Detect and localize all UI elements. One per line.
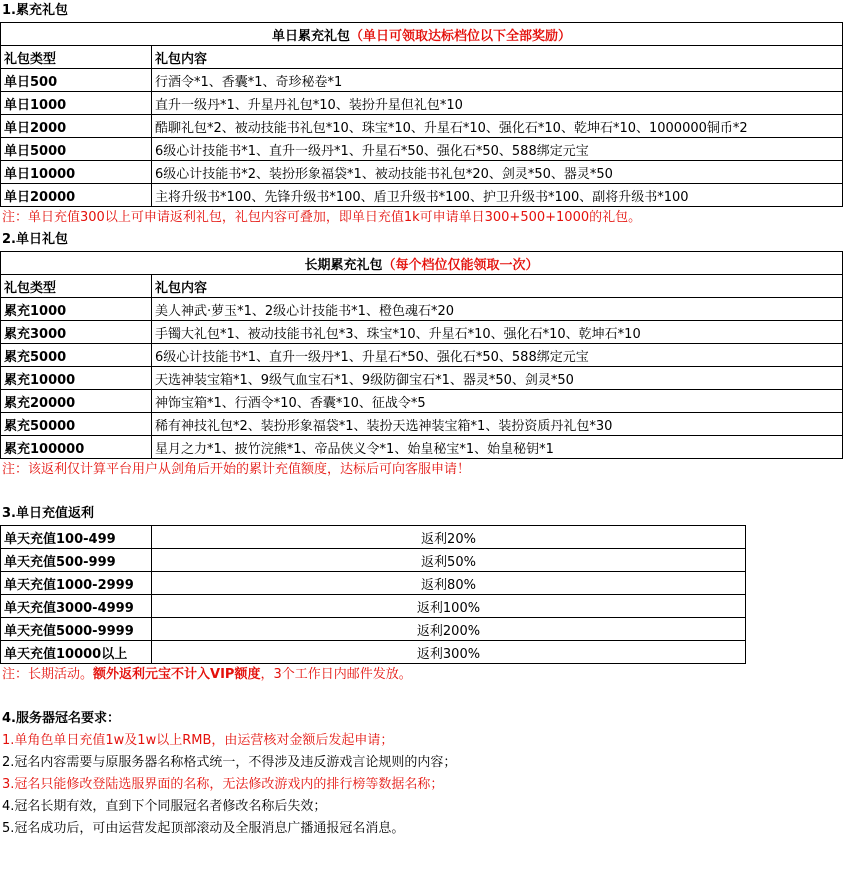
row-type: 单日500: [1, 69, 152, 92]
section-1-heading: 1.累充礼包: [2, 3, 68, 18]
table-row: [1, 595, 746, 618]
table-row: [1, 298, 843, 321]
row-content: 6级心计技能书*1、直升一级丹*1、升星石*50、强化石*50、588绑定元宝: [152, 138, 843, 161]
table-row: [1, 184, 843, 207]
table-row: [1, 92, 843, 115]
row-type: 累充50000: [1, 413, 152, 436]
naming-rule-item: 3.冠名只能修改登陆选服界面的名称，无法修改游戏内的排行榜等数据名称；: [2, 777, 444, 792]
rebate-value: 返利100%: [152, 595, 746, 618]
table-title-note: （每个档位仅能领取一次）: [382, 257, 539, 273]
row-type: 累充5000: [1, 344, 152, 367]
row-content: 主将升级书*100、先锋升级书*100、盾卫升级书*100、护卫升级书*100、副将升级书*100: [152, 184, 843, 207]
row-type: 单日1000: [1, 92, 152, 115]
rebate-tier: 单天充值10000以上: [1, 641, 152, 664]
rebate-value: 返利300%: [152, 641, 746, 664]
table-row: [1, 161, 843, 184]
rebate-value: 返利20%: [152, 526, 746, 549]
row-content: 6级心计技能书*1、直升一级丹*1、升星石*50、强化石*50、588绑定元宝: [152, 344, 843, 367]
table-row: [1, 413, 843, 436]
row-content: 美人神武·萝玉*1、2级心计技能书*1、橙色魂石*20: [152, 298, 843, 321]
row-type: 累充10000: [1, 367, 152, 390]
table-row: [1, 618, 746, 641]
rebate-value: 返利200%: [152, 618, 746, 641]
spacer: [0, 686, 843, 708]
rebate-tier: 单天充值5000-9999: [1, 618, 152, 641]
table-row: [1, 321, 843, 344]
daily-rebate-table: [0, 525, 746, 664]
row-content: 行酒令*1、香囊*1、奇珍秘卷*1: [152, 69, 843, 92]
table-row: [1, 367, 843, 390]
naming-rule-item: 1.单角色单日充值1w及1w以上RMB，由运营核对金额后发起申请；: [2, 733, 394, 748]
row-content: 手镯大礼包*1、被动技能书礼包*3、珠宝*10、升星石*10、强化石*10、乾坤石*10: [152, 321, 843, 344]
row-content: 稀有神技礼包*2、装扮形象福袋*1、装扮天选神装宝箱*1、装扮资质丹礼包*30: [152, 413, 843, 436]
long-term-recharge-table: [0, 251, 843, 459]
table-title-note: （单日可领取达标档位以下全部奖励）: [350, 28, 572, 44]
note-emphasis: 额外返利元宝不计入VIP额度: [93, 667, 261, 682]
row-content: 神饰宝箱*1、行酒令*10、香囊*10、征战令*5: [152, 390, 843, 413]
table-row: [1, 641, 746, 664]
row-type: 累充1000: [1, 298, 152, 321]
note-part: ，3个工作日内邮件发放。: [260, 667, 412, 682]
table-title-text: 单日累充礼包: [271, 28, 350, 44]
table-row: [1, 69, 843, 92]
row-type: 单日20000: [1, 184, 152, 207]
row-content: 6级心计技能书*2、装扮形象福袋*1、被动技能书礼包*20、剑灵*50、器灵*50: [152, 161, 843, 184]
rebate-value: 返利80%: [152, 572, 746, 595]
table-row: [1, 344, 843, 367]
col-header-type: 礼包类型: [1, 46, 152, 69]
table-title-row: [1, 252, 843, 275]
rebate-tier: 单天充值500-999: [1, 549, 152, 572]
section-2-note: 注：该返利仅计算平台用户从剑角后开始的累计充值额度，达标后可向客服申请！: [2, 462, 471, 477]
naming-rule-item: 5.冠名成功后，可由运营发起顶部滚动及全服消息广播通报冠名消息。: [2, 821, 405, 836]
table-header-row: [1, 275, 843, 298]
row-type: 累充3000: [1, 321, 152, 344]
table-row: [1, 436, 843, 459]
table-title: [1, 252, 843, 275]
spacer: [0, 481, 843, 503]
table-title-row: [1, 23, 843, 46]
section-1-note: 注：单日充值300以上可申请返利礼包，礼包内容可叠加，即单日充值1k可申请单日300+500+1000的礼包。: [2, 210, 642, 225]
row-content: 星月之力*1、披竹浣熊*1、帝品侠义令*1、始皇秘宝*1、始皇秘钥*1: [152, 436, 843, 459]
row-content: 直升一级丹*1、升星丹礼包*10、装扮升星但礼包*10: [152, 92, 843, 115]
row-type: 累充20000: [1, 390, 152, 413]
table-row: [1, 526, 746, 549]
col-header-content: 礼包内容: [152, 46, 843, 69]
section-3-note: [0, 664, 843, 686]
table-row: [1, 115, 843, 138]
rebate-tier: 单天充值3000-4999: [1, 595, 152, 618]
naming-rule-item: 2.冠名内容需要与原服务器名称格式统一，不得涉及违反游戏言论规则的内容；: [2, 755, 457, 770]
table-row: [1, 138, 843, 161]
note-part: 注：长期活动。: [2, 667, 94, 682]
table-title-text: 长期累充礼包: [304, 257, 383, 273]
daily-recharge-table: [0, 22, 843, 207]
row-content: 酷聊礼包*2、被动技能书礼包*10、珠宝*10、升星石*10、强化石*10、乾坤石*10、1000000铜币*2: [152, 115, 843, 138]
section-2-heading: 2.单日礼包: [2, 232, 68, 247]
table-row: [1, 572, 746, 595]
naming-rule-item: 4.冠名长期有效，直到下个同服冠名者修改名称后失效；: [2, 799, 327, 814]
table-row: [1, 549, 746, 572]
table-header-row: [1, 46, 843, 69]
row-type: 单日5000: [1, 138, 152, 161]
col-header-type: 礼包类型: [1, 275, 152, 298]
row-content: 天选神装宝箱*1、9级气血宝石*1、9级防御宝石*1、器灵*50、剑灵*50: [152, 367, 843, 390]
section-4-heading: 4.服务器冠名要求：: [2, 711, 120, 726]
rebate-value: 返利50%: [152, 549, 746, 572]
table-row: [1, 390, 843, 413]
row-type: 累充100000: [1, 436, 152, 459]
rebate-tier: 单天充值100-499: [1, 526, 152, 549]
col-header-content: 礼包内容: [152, 275, 843, 298]
rebate-tier: 单天充值1000-2999: [1, 572, 152, 595]
section-3-heading: 3.单日充值返利: [2, 506, 94, 521]
row-type: 单日2000: [1, 115, 152, 138]
table-title: [1, 23, 843, 46]
row-type: 单日10000: [1, 161, 152, 184]
